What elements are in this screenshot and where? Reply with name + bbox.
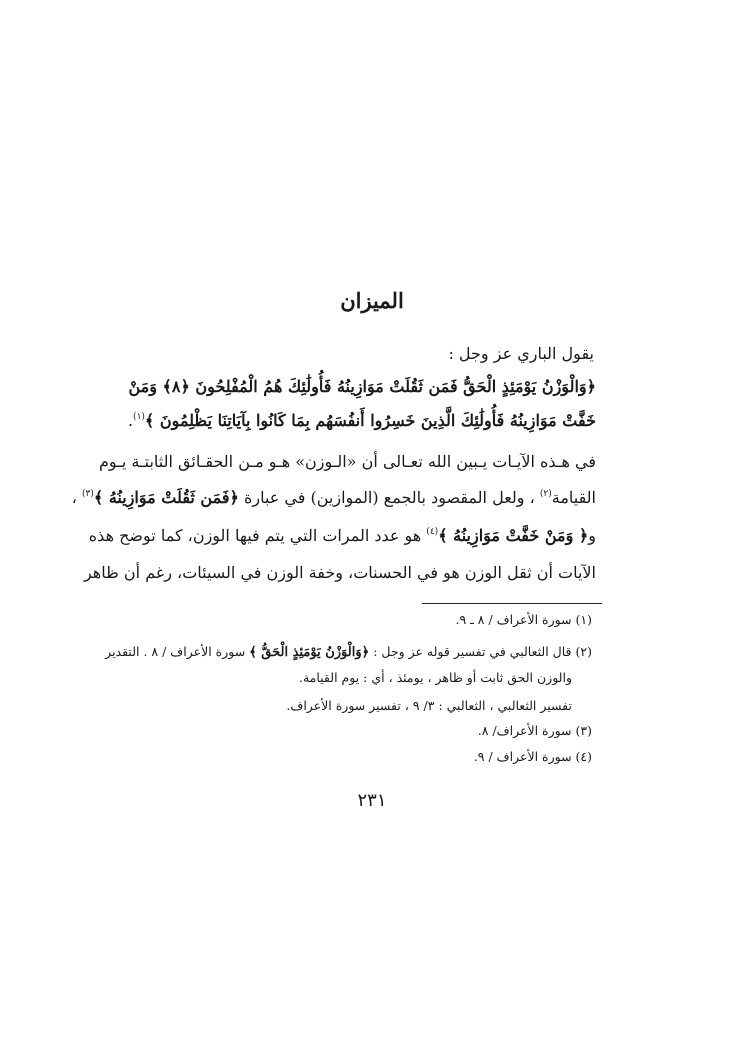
paragraph-line-1: في هـذه الآيـات يـبين الله تعـالى أن «الـوزن» هـو مـن الحقـائق الثابتـة يـوم bbox=[98, 452, 596, 471]
footnote-separator bbox=[422, 603, 602, 604]
paragraph-line-2 bbox=[72, 488, 596, 507]
footnote-2-line-1 bbox=[105, 644, 592, 661]
footnote-4: (٤) سورة الأعراف / ٩. bbox=[473, 749, 592, 764]
paragraph-line-3-b: هو عدد المرات التي يتم فيها الوزن، كما توضح هذه bbox=[88, 526, 422, 545]
footnote-2-a: (٢) قال الثعالبي في تفسير قوله عز وجل : bbox=[373, 644, 592, 659]
footnote-ref-4: (٤) bbox=[426, 527, 439, 537]
ayah-line-2-text: خَفَّتْ مَوَازِينُهُ فَأُولَٰئِكَ الَّذِينَ خَسِرُوا أَنفُسَهُم بِمَا كَانُوا بِآيَاتِنَا يَظْلِمُونَ ﴾ bbox=[144, 411, 596, 430]
ayah-line-2 bbox=[128, 411, 596, 430]
intro-text: يقول الباري عز وجل : bbox=[448, 344, 594, 363]
page-title: الميزان bbox=[340, 288, 404, 313]
paragraph-line-2-a: القيامة bbox=[551, 488, 596, 507]
footnote-ref-1: (١) bbox=[133, 412, 145, 422]
paragraph-line-3-ayah: ﴿ وَمَنْ خَفَّتْ مَوَازِينُهُ ﴾ bbox=[438, 526, 589, 545]
paragraph-line-2-b: ، ولعل المقصود بالجمع (الموازين) في عبارة bbox=[243, 488, 535, 507]
ayah-line-2-end: . bbox=[127, 411, 134, 430]
footnote-ref-3: (٣) bbox=[82, 489, 94, 499]
paragraph-line-2-end: ، bbox=[71, 488, 77, 507]
ayah-line-1: ﴿وَالْوَزْنُ يَوْمَئِذٍ الْحَقُّ فَمَن ثَقُلَتْ مَوَازِينُهُ فَأُولَٰئِكَ هُمُ الْمُفْلِحُونَ ﴿٨﴾ وَمَنْ bbox=[128, 377, 596, 396]
footnote-2-line-2: والوزن الحق ثابت أو ظاهر ، يومئذ ، أي : يوم القيامة. bbox=[298, 670, 572, 685]
footnote-1: (١) سورة الأعراف / ٨ ـ ٩. bbox=[455, 612, 592, 627]
footnote-2-b: سورة الأعراف / ٨ . التقدير bbox=[105, 644, 246, 659]
footnote-ref-2: (٢) bbox=[539, 489, 552, 499]
footnote-2-ayah: ﴿وَالْوَزْنُ يَوْمَئِذٍ الْحَقُّ ﴾ bbox=[249, 645, 370, 660]
paragraph-line-2-ayah: ﴿فَمَن ثَقُلَتْ مَوَازِينُهُ ﴾ bbox=[93, 488, 239, 507]
footnote-2-line-3: تفسير الثعالبي ، الثعالبي : ٣/ ٩ ، تفسير سورة الأعراف. bbox=[286, 698, 572, 713]
paragraph-line-3-a: و bbox=[588, 526, 596, 545]
page-number: ٢٣١ bbox=[357, 790, 387, 811]
footnote-3: (٣) سورة الأعراف/ ٨. bbox=[477, 723, 592, 738]
paragraph-line-4: الآيات أن ثقل الوزن هو في الحسنات، وخفة الوزن في السيئات، رغم أن ظاهر bbox=[83, 563, 596, 582]
paragraph-line-3 bbox=[89, 526, 596, 545]
